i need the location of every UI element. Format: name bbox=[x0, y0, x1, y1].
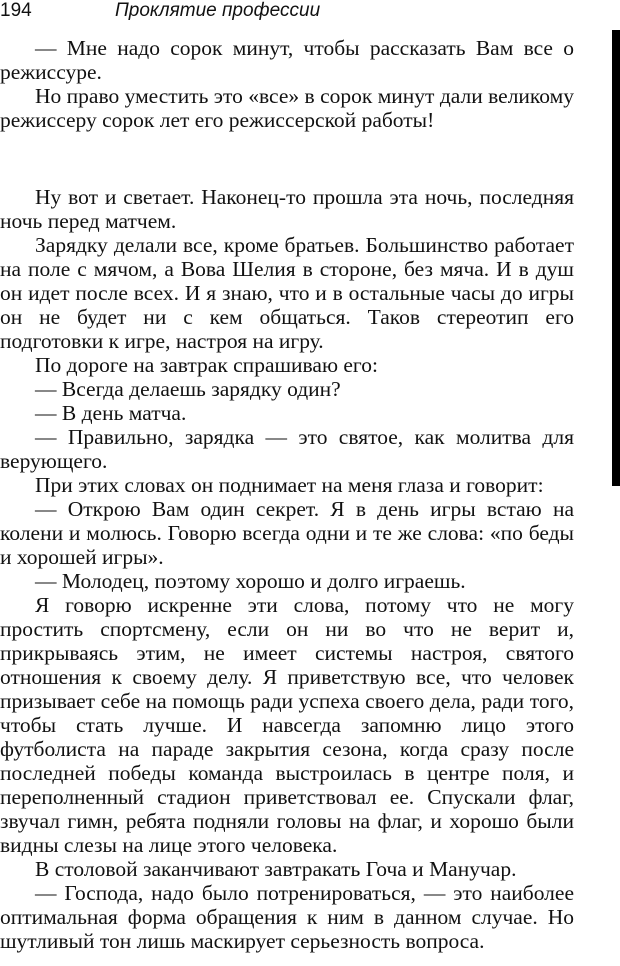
paragraph: По дороге на завтрак спрашиваю его: bbox=[35, 353, 378, 377]
paragraph: — Правильно, зарядка — это святое, как молитва для верующего. bbox=[0, 425, 574, 473]
running-header bbox=[0, 0, 620, 26]
paragraph: Зарядку делали все, кроме братьев. Большинство работает на поле с мячом, а Вова Шелия в стороне, без мяча. И в душ он идет после всех. И я знаю, что и в остальные часы до игры он не будет ни с кем общаться. Таков стереотип его подготовки к игре, настроя на игру. bbox=[0, 233, 574, 353]
paragraph: — Молодец, поэтому хорошо и долго играешь. bbox=[35, 569, 466, 593]
page-edge-marker bbox=[612, 30, 620, 486]
paragraph: Но право уместить это «все» в сорок минут дали великому режиссеру сорок лет его режиссерской работы! bbox=[0, 84, 574, 132]
page-number: 194 bbox=[0, 0, 32, 21]
body-text bbox=[0, 36, 574, 953]
paragraph: — Господа, надо было потренироваться, — это наиболее оптимальная форма обращения к ним в данном случае. Но шутливый тон лишь маскирует серьезность вопроса. bbox=[0, 881, 574, 953]
paragraph: Ну вот и светает. Наконец-то прошла эта ночь, последняя ночь перед матчем. bbox=[0, 185, 574, 233]
paragraph: В столовой заканчивают завтракать Гоча и Манучар. bbox=[35, 857, 517, 881]
running-title: Проклятие профессии bbox=[115, 0, 321, 21]
paragraph: При этих словах он поднимает на меня глаза и говорит: bbox=[35, 473, 544, 497]
paragraph: — Всегда делаешь зарядку один? bbox=[35, 377, 341, 401]
paragraph: — Мне надо сорок минут, чтобы рассказать Вам все о режиссуре. bbox=[0, 36, 574, 84]
paragraph: — В день матча. bbox=[35, 401, 187, 425]
paragraph: — Открою Вам один секрет. Я в день игры встаю на колени и молюсь. Говорю всегда одни и те же слова: «по беды и хорошей игры». bbox=[0, 497, 574, 569]
paragraph: Я говорю искренне эти слова, потому что не могу простить спортсмену, если он ни во что не верит и, прикрываясь этим, не имеет системы настроя, святого отношения к своему делу. Я приветствую все, что человек призывает себе на помощь ради успеха своего дела, ради того, чтобы стать лучше. И навсегда запомню лицо этого футболиста на параде закрытия сезона, когда сразу после последней победы команда выстроилась в центре поля, и переполненный стадион приветствовал ее. Спускали флаг, звучал гимн, ребята подняли головы на флаг, и хорошо были видны слезы на лице этого человека. bbox=[0, 593, 574, 857]
